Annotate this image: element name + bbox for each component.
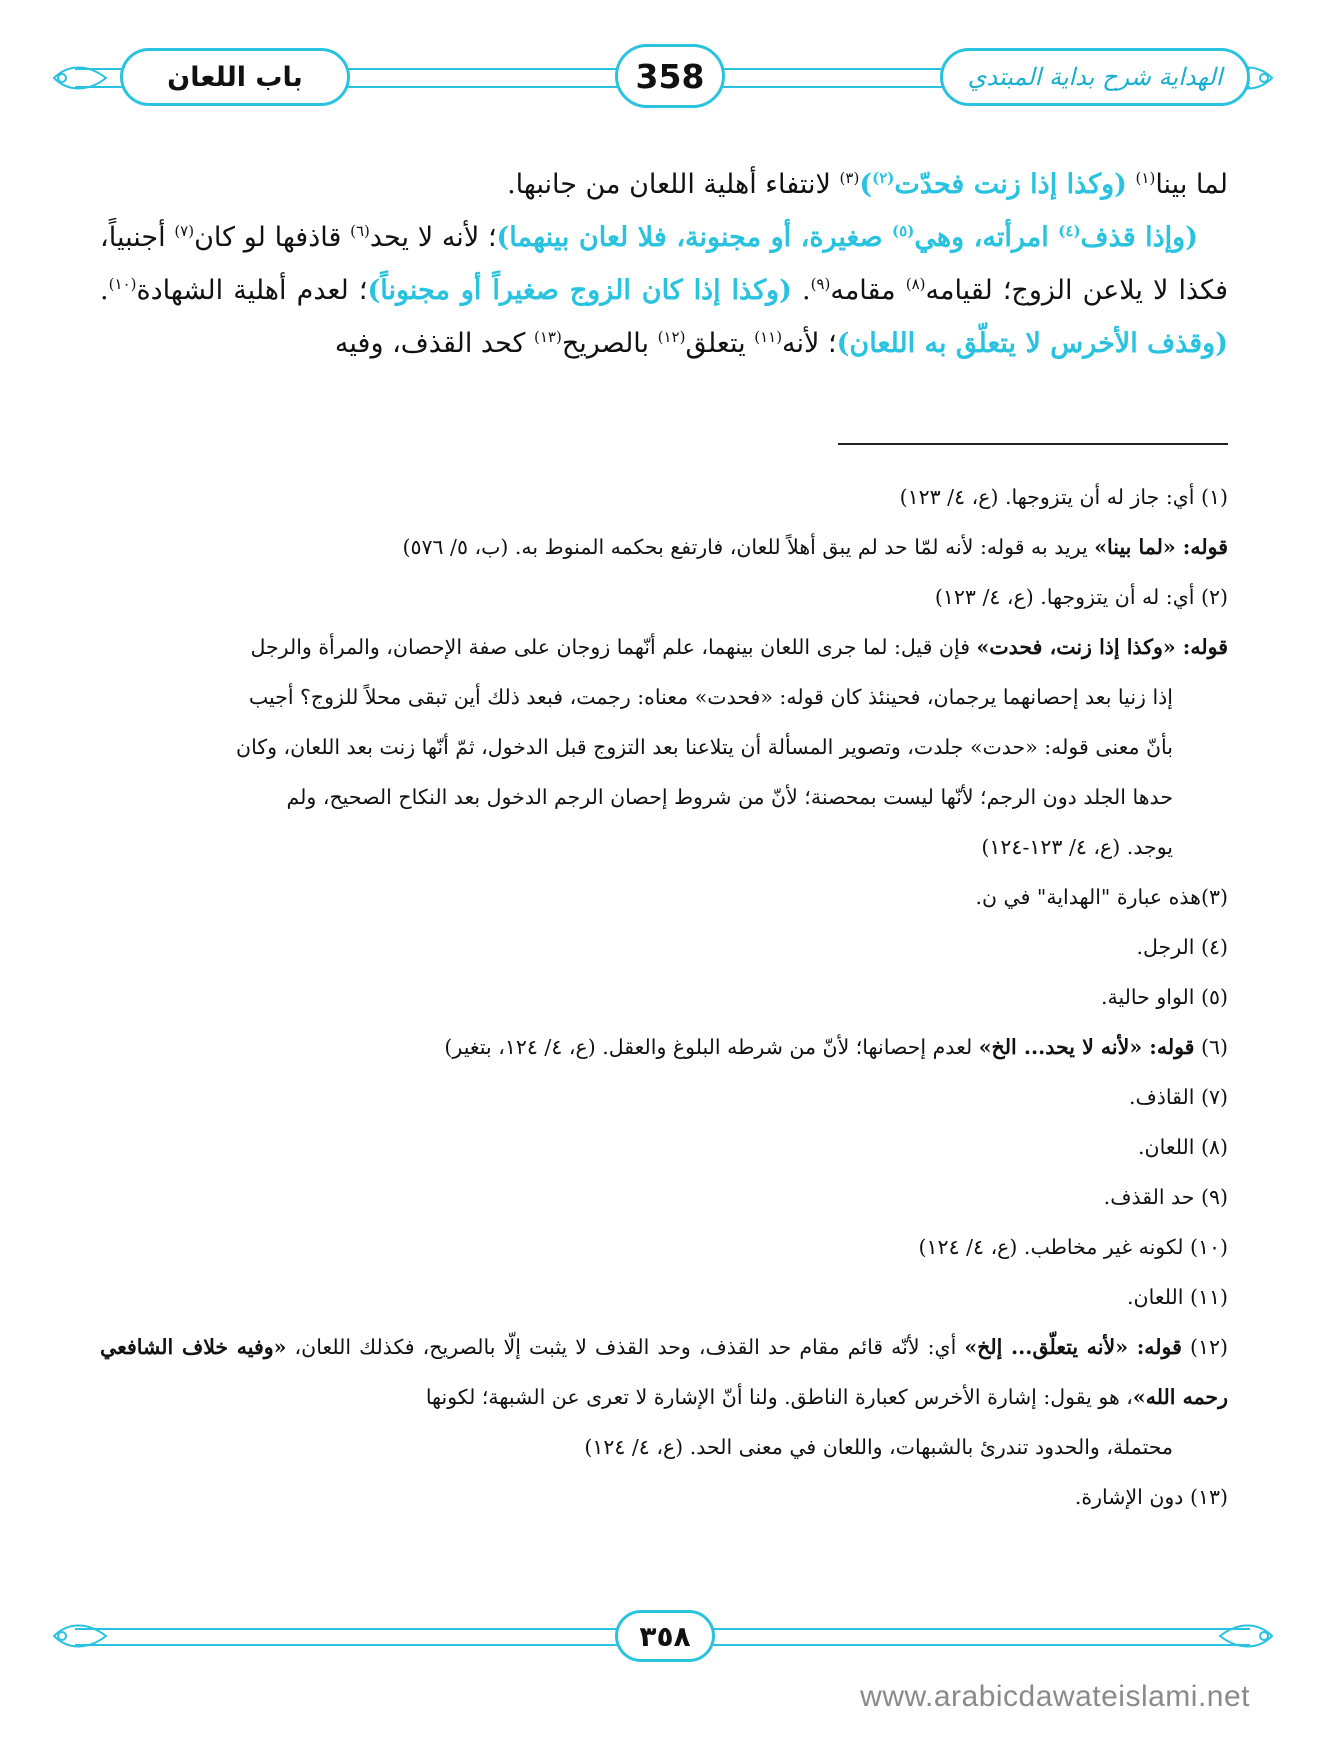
website-url: www.arabicdawateislami.net [860, 1680, 1250, 1713]
footnote-8: (٨) اللعان. [1138, 1135, 1228, 1159]
main-text [100, 158, 1228, 370]
footnote-ref: (١٢) [657, 328, 686, 346]
text-span: ؛ لأنه لا يحد [369, 222, 497, 253]
footnote-ref: (٣) [839, 169, 860, 187]
text-span: لانتفاء أهلية اللعان من جانبها. [507, 169, 840, 200]
footnote-line: إذا زنيا بعد إحصانهما يرجمان، فحينئذ كان قوله: «فحدت» معناه: رجمت، فبعد ذلك أين تبقى محلاً للزوج؟ أجيب [248, 685, 1173, 709]
text-span: لما بينا [1155, 169, 1228, 200]
footnote-2: (٢) أي: له أن يتزوجها. (ع، ٤/ ١٢٣) [934, 585, 1228, 609]
text-span: . [791, 275, 811, 306]
text-span: (وإذا قذف [1080, 222, 1198, 253]
footnote-ref: (٢) [872, 169, 895, 187]
footnote-line: محتملة، والحدود تندرئ بالشبهات، واللعان في معنى الحد. (ع، ٤/ ١٢٤) [584, 1435, 1173, 1459]
footnote-4: (٤) الرجل. [1136, 935, 1228, 959]
footnote-11: (١١) اللعان. [1127, 1285, 1228, 1309]
text-span: أي: لأنّه قائم مقام حد القذف، وحد القذف لا يثبت إلّا بالصريح، فكذلك اللعان، [286, 1335, 965, 1359]
footnote-12 [100, 1322, 1228, 1472]
text-span: مقامه [830, 275, 906, 306]
text-span: يتعلق [685, 328, 755, 359]
text-span: ، هو يقول: إشارة الأخرس كعبارة الناطق. ولنا أنّ الإشارة لا تعرى عن الشبهة؛ لكونها [425, 1385, 1133, 1409]
footnote-ref: (٨) [905, 275, 926, 293]
footnote-ref: (٥) [892, 222, 915, 240]
footnote-ref: (٤) [1058, 222, 1081, 240]
page-number-bottom: ٣٥٨ [615, 1610, 715, 1662]
footnote-ref: (١٠) [108, 275, 137, 293]
main-paragraph-2 [100, 211, 1228, 370]
text-span: فإن قيل: لما جرى اللعان بينهما، علم أنّهما زوجان على صفة الإحصان، والمرأة والرجل [250, 635, 977, 659]
text-span: يريد به قوله: لأنه لمّا حد لم يبق أهلاً للعان، فارتفع بحكمه المنوط به. (ب، ٥/ ٥٧٦) [402, 535, 1095, 559]
text-span: امرأته، وهي [914, 222, 1059, 253]
matn-quote: (وكذا إذا كان الزوج صغيراً أو مجنوناً) [367, 275, 792, 306]
footnote-ref: (٧) [174, 222, 195, 240]
footnote-line: بأنّ معنى قوله: «حدت» جلدت، وتصوير المسألة أن يتلاعنا بعد التزوج قبل الدخول، ثمّ أنّها زنت بعد اللعان، وكان [236, 735, 1173, 759]
text-span: (٦) [1194, 1035, 1228, 1059]
footnote-separator [838, 443, 1228, 445]
footnote-13: (١٣) دون الإشارة. [1074, 1485, 1228, 1509]
footnote-ref: (٩) [810, 275, 831, 293]
footnote-lemma: قوله: «وكذا إذا زنت، فحدت» [976, 635, 1228, 659]
footnotes [100, 472, 1228, 1522]
footnote-2-note [100, 622, 1228, 872]
footnote-6 [100, 1022, 1228, 1072]
matn-quote [859, 169, 1127, 200]
main-paragraph-1 [100, 158, 1228, 211]
text-span: (وكذا إذا زنت فحدّت [894, 169, 1127, 200]
text-span: ؛ لعدم أهلية الشهادة [136, 275, 368, 306]
text-span: أجنبياً، فكذا لا يلاعن الزوج؛ لقيامه [100, 222, 1228, 306]
footnote-lemma: قوله: «لأنه يتعلّق... إلخ» [964, 1335, 1182, 1359]
footnote-7: (٧) القاذف. [1129, 1085, 1228, 1109]
text-span: لعدم إحصانها؛ لأنّ من شرطه البلوغ والعقل. (ع، ٤/ ١٢٤، بتغير) [444, 1035, 979, 1059]
footnote-lemma: قوله: «لأنه لا يحد... الخ» [978, 1035, 1195, 1059]
text-span: (١٢) [1181, 1335, 1228, 1359]
footnote-ref: (١١) [754, 328, 783, 346]
text-span: كحد القذف، وفيه [334, 328, 534, 359]
footnote-9: (٩) حد القذف. [1103, 1185, 1228, 1209]
chapter-title: باب اللعان [120, 48, 350, 106]
footnote-line: حدها الجلد دون الرجم؛ لأنّها ليست بمحصنة؛ لأنّ من شروط إحصان الرجم الدخول بعد النكاح الصحيح، ولم [286, 785, 1173, 809]
matn-quote: (وقذف الأخرس لا يتعلّق به اللعان) [836, 328, 1228, 359]
text-span: ) [859, 169, 873, 200]
book-title: الهداية شرح بداية المبتدي [940, 48, 1250, 106]
footnote-ref: (٦) [350, 222, 370, 240]
footnote-line: يوجد. (ع، ٤/ ١٢٣-١٢٤) [981, 835, 1173, 859]
header-ornament-left-icon [48, 60, 108, 96]
footnote-lemma: «وفيه خلاف الشافعي رحمه الله» [100, 1335, 1228, 1409]
footnote-lemma: قوله: «لما بينا» [1094, 535, 1228, 559]
footnote-3: (٣)هذه عبارة "الهداية" في ن. [975, 885, 1228, 909]
text-span: . [100, 275, 109, 306]
text-span: قاذفها لو كان [194, 222, 351, 253]
footer-ornament-left-icon [48, 1618, 108, 1654]
text-span: ؛ لأنه [782, 328, 837, 359]
footnote-5: (٥) الواو حالية. [1100, 985, 1228, 1009]
footnote-ref: (١٣) [533, 328, 562, 346]
text-span: بالصريح [561, 328, 658, 359]
footer-ornament-right-icon [1218, 1618, 1278, 1654]
matn-quote [497, 222, 1198, 253]
footnote-1: (١) أي: جاز له أن يتزوجها. (ع، ٤/ ١٢٣) [899, 485, 1228, 509]
text-span: صغيرة، أو مجنونة، فلا لعان بينهما) [496, 222, 893, 253]
footnote-ref: (١) [1135, 169, 1156, 187]
footnote-10: (١٠) لكونه غير مخاطب. (ع، ٤/ ١٢٤) [918, 1235, 1228, 1259]
footnote-1-note [100, 522, 1228, 572]
page-number-top: 358 [615, 44, 725, 108]
